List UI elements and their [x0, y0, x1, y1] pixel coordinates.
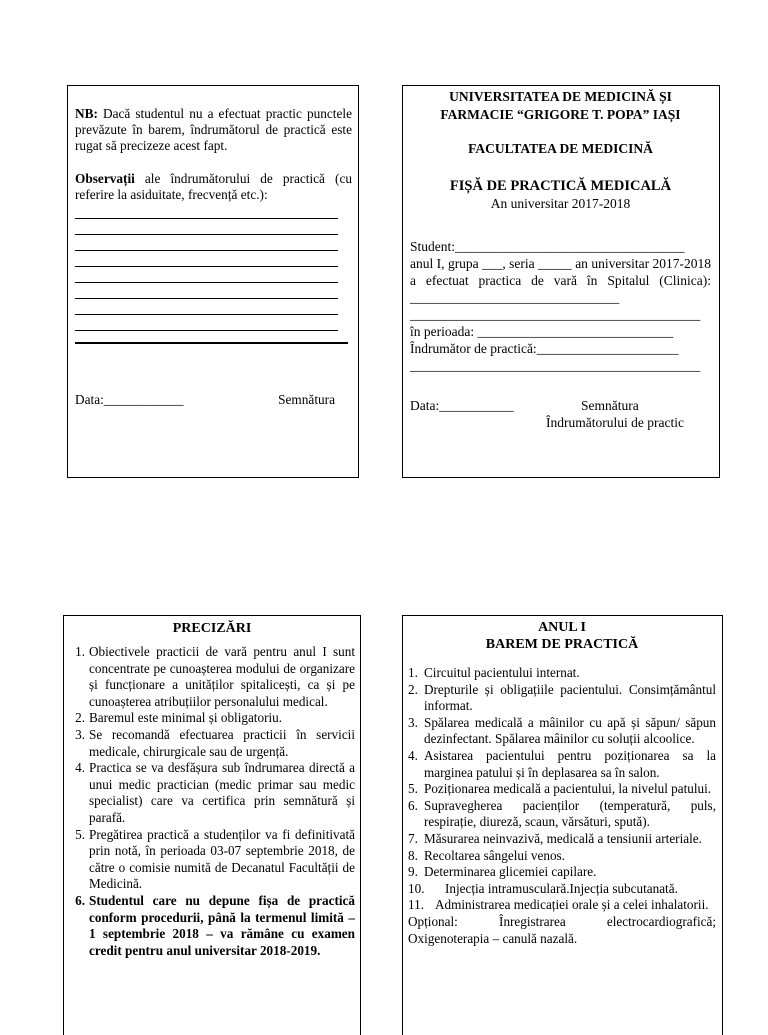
university-name — [410, 88, 711, 124]
signature-block — [410, 397, 711, 437]
date-label: Data:____________ — [75, 392, 184, 407]
university-line-1: UNIVERSITATEA DE MEDICINĂ ȘI — [449, 89, 672, 104]
signature-label: Semnătura — [581, 398, 639, 413]
observations-paragraph — [75, 171, 352, 203]
list-item: 5. Pregătirea practică a studenților va fi definitivată prin notă, în perioada 03-07 septembrie 2018, de către o comisie numită de Decanatul Facultății de Medicină. — [75, 826, 355, 892]
list-item: 11. Administrarea medicației orale și a celei inhalatorii. — [408, 897, 709, 913]
list-item: 8. Recoltarea sângelui venos. — [408, 847, 565, 863]
blank-line — [75, 299, 338, 315]
blank-line[interactable]: ___________________________________________ — [410, 307, 701, 322]
precizari-panel — [63, 615, 361, 1035]
nb-paragraph — [75, 106, 352, 154]
blank-line — [75, 203, 338, 219]
blank-line — [75, 219, 338, 235]
list-item: 3. Se recomandă efectuarea practicii în servicii medicale, chirurgicale sau de urgență. — [75, 726, 355, 759]
blank-line — [75, 315, 338, 331]
observations-panel — [67, 85, 359, 478]
signature-subtitle: Îndrumătorului de practic — [546, 415, 684, 430]
barem-title — [408, 619, 716, 653]
date-label: Data:___________ — [410, 398, 514, 413]
nb-text: Dacă studentul nu a efectuat practic punctele prevăzute în barem, îndrumătorul de practică este rugat să precizeze acest fapt. — [75, 106, 352, 153]
list-item: 3. Spălarea medicală a mâinilor cu apă și săpun/ săpun dezinfectant. Spălarea mâinilor cu soluții alcoolice. — [408, 714, 716, 747]
list-item: 2. Drepturile și obligațiile pacientului. Consimțământul informat. — [408, 681, 716, 714]
observations-lines[interactable] — [75, 203, 352, 331]
signature-row — [75, 392, 352, 408]
university-line-2: FARMACIE “GRIGORE T. POPA” IAȘI — [440, 107, 681, 122]
barem-title-line-1: ANUL I — [538, 620, 586, 635]
precizari-title: PRECIZĂRI — [172, 621, 252, 636]
signature-label: Semnătura — [278, 392, 335, 407]
nb-label: NB: — [75, 106, 98, 121]
form-title: FIȘĂ DE PRACTICĂ MEDICALĂ — [449, 178, 672, 194]
precizari-list — [69, 644, 355, 959]
list-item: 1. Obiectivele practicii de vară pentru anul I sunt concentrate pe cunoașterea modului de organizare și funcționare a unităților spitalicești, ca și pe cunoașterea atribuțiilor personalului medical. — [75, 644, 355, 709]
barem-list — [408, 665, 716, 914]
list-item: 4. Asistarea pacientului pentru poziționarea sa la marginea patului și în deplasarea sa în salon. — [408, 747, 716, 780]
list-item: 1. Circuitul pacientului internat. — [408, 665, 580, 680]
blank-line — [75, 251, 338, 267]
list-item: 2. Baremul este minimal și obligatoriu. — [75, 710, 283, 726]
blank-line — [75, 235, 338, 251]
barem-title-line-2: BAREM DE PRACTICĂ — [485, 637, 639, 652]
list-item: 5. Poziționarea medicală a pacientului, la nivelul patului. — [408, 781, 712, 797]
list-item: 10. Injecția intramusculară.Injecția subcutanată. — [408, 880, 678, 896]
list-item: 6. Supravegherea pacienților (temperatură, puls, respirație, diureză, scaun, vărsături, spută). — [408, 797, 716, 830]
list-item: 4. Practica se va desfășura sub îndrumarea directă a unui medic practician (medic primar sau medic specialist) care va certifica prin semnătură și parafă. — [75, 760, 355, 825]
list-item: 9. Determinarea glicemiei capilare. — [408, 864, 597, 880]
optional-note: Opțional: Înregistrarea electrocardiografică; Oxigenoterapia – canulă nazală. — [408, 913, 716, 946]
list-item: 6. Studentul care nu depune fișa de practică conform procedurii, până la termenul limită – 1 septembrie 2018 – va rămâne cu examen credit pentru anul universitar 2018-2019. — [75, 892, 355, 958]
student-line[interactable]: Student:__________________________________ — [410, 239, 685, 254]
student-details[interactable]: anul I, grupa ___, seria _____ an universitar 2017-2018 a efectuat practica de vară în Spitalul (Clinica): _______________________________ — [410, 256, 711, 305]
practice-form-panel — [402, 85, 720, 478]
academic-year: An universitar 2017-2018 — [490, 196, 631, 211]
blank-line — [75, 283, 338, 299]
faculty-name: FACULTATEA DE MEDICINĂ — [468, 141, 653, 156]
observations-text: ale îndrumătorului de practică (cu referire la asiduitate, frecvență etc.): — [75, 171, 352, 202]
observations-label: Observații — [75, 171, 135, 186]
divider — [75, 342, 348, 344]
blank-line — [75, 267, 338, 283]
list-item: 7. Măsurarea neinvazivă, medicală a tensiunii arteriale. — [408, 830, 702, 846]
mentor-line[interactable]: Îndrumător de practică:_____________________ — [410, 341, 679, 356]
period-line[interactable]: în perioada: _____________________________ — [410, 324, 674, 339]
barem-panel — [402, 615, 723, 1035]
blank-line[interactable]: ___________________________________________ — [410, 358, 701, 373]
